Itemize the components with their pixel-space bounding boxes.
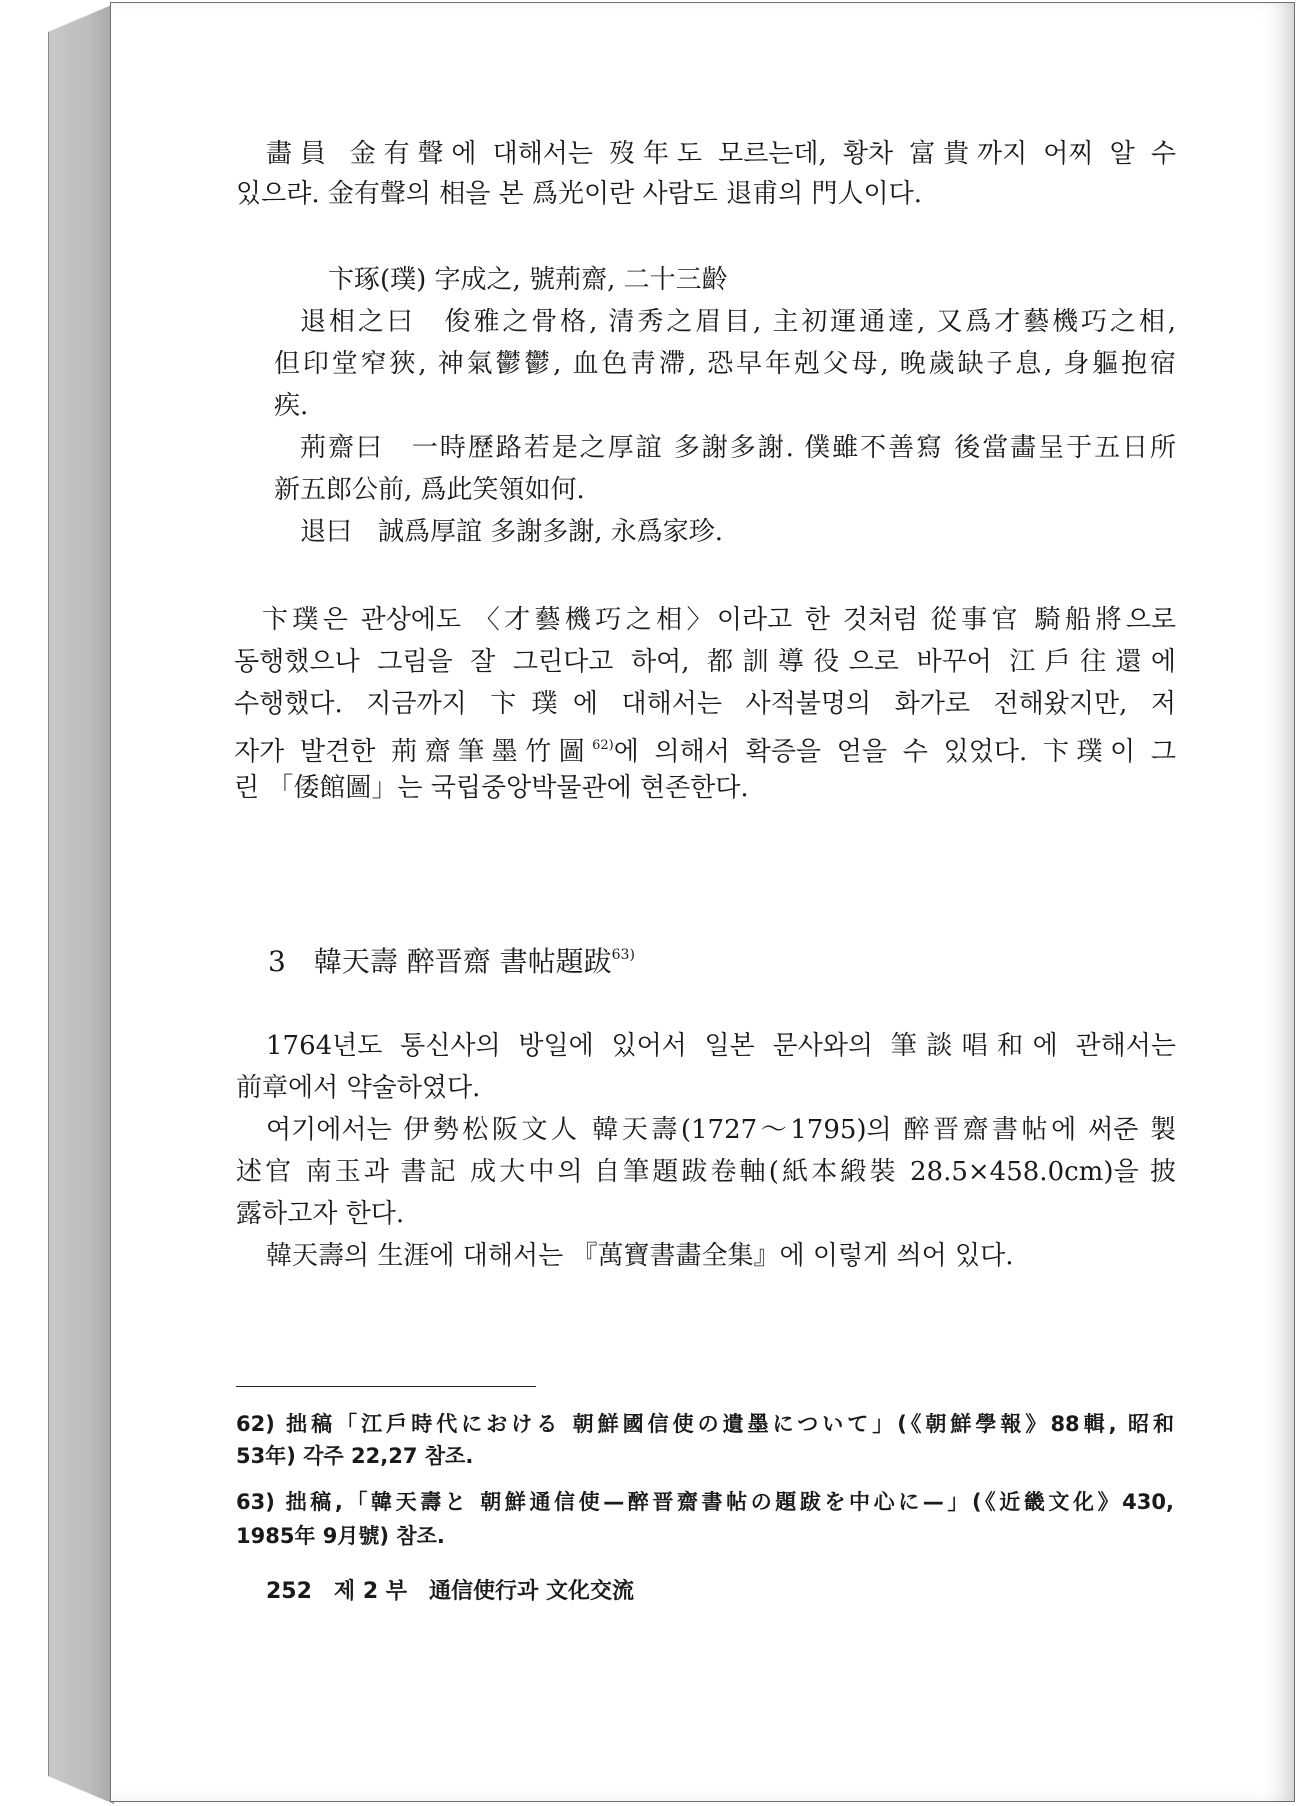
footnote-ref-63: 63) [611, 947, 635, 963]
quote-line-6: 新五郎公前, 爲此笑領如何. [274, 475, 585, 505]
footnote-63-line-2: 1985年 9月號) 참조. [236, 1524, 445, 1548]
quote-line-3: 但印堂窄狹, 神氣鬱鬱, 血色靑滯, 恐早年剋父母, 晚歲缺子息, 身軀抱宿 [274, 349, 1176, 379]
quote-line-7: 退曰 誠爲厚誼 多謝多謝, 永爲家珍. [300, 517, 724, 547]
para2-line-3: 수행했다. 지금까지 卞璞에 대해서는 사적불명의 화가로 전해왔지만, 저 [234, 689, 1176, 719]
para3-line-2: 前章에서 약술하였다. [236, 1073, 481, 1103]
quote-line-4: 疾. [274, 391, 309, 421]
para1-line-2: 있으랴. 金有聲의 相을 본 爲光이란 사람도 退甫의 門人이다. [236, 179, 923, 209]
section-heading [268, 940, 635, 980]
para1-line-1: 畵員 金有聲에 대해서는 歿年도 모르는데, 황차 富貴까지 어찌 알 수 [266, 139, 1176, 169]
quote-line-5: 荊齋曰 一時歷路若是之厚誼 多謝多謝. 僕雖不善寫 後當畵呈于五日所 [300, 433, 1176, 463]
para3-line-6: 韓天壽의 生涯에 대해서는 『萬寶書畵全集』에 이렇게 씌어 있다. [266, 1241, 1014, 1271]
para3-line-1: 1764년도 통신사의 방일에 있어서 일본 문사와의 筆談唱和에 관해서는 [266, 1031, 1176, 1061]
footnote-rule [236, 1386, 536, 1387]
footnote-62-line-1: 62) 拙稿「江戶時代における 朝鮮國信使の遺墨について」(《朝鮮學報》88輯, 昭和 [236, 1412, 1174, 1436]
footnote-63-line-1: 63) 拙稿,「韓天壽と 朝鮮通信使—醉晋齋書帖の題跋を中心に—」(《近畿文化》430, [236, 1490, 1174, 1514]
quote-line-2: 退相之曰 俊雅之骨格, 清秀之眉目, 主初運通達, 又爲才藝機巧之相, [300, 307, 1176, 337]
para2-line-4-text: 자가 발견한 荊齋筆墨竹圖 [234, 737, 593, 767]
footnote-ref-62: 62) [592, 738, 614, 753]
para2-line-2: 동행했으나 그림을 잘 그린다고 하여, 都訓導役으로 바꾸어 江戶往還에 [234, 647, 1176, 677]
section-heading-text: 3 韓天壽 醉晋齋 書帖題跋 [268, 945, 612, 978]
para3-line-5: 露하고자 한다. [236, 1199, 405, 1229]
page-footer: 252 제 2 부 通信使行과 文化交流 [266, 1579, 634, 1604]
para2-line-4-text-cont: 에 의해서 확증을 얻을 수 있었다. 卞璞이 그 [613, 737, 1176, 767]
para2-line-1: 卞璞은 관상에도 〈才藝機巧之相〉이라고 한 것처럼 從事官 騎船將으로 [262, 605, 1176, 635]
para2-line-5: 린 「倭館圖」는 국립중앙박물관에 현존한다. [234, 773, 749, 803]
book-spine [48, 4, 114, 1804]
para3-line-3: 여기에서는 伊勢松阪文人 韓天壽(1727～1795)의 醉晋齋書帖에 써준 製 [266, 1115, 1176, 1145]
footnote-62-line-2: 53年) 각주 22,27 참조. [236, 1444, 474, 1468]
quote-line-1: 卞琢(璞) 字成之, 號荊齋, 二十三齡 [328, 265, 728, 295]
para2-line-4 [234, 730, 1176, 768]
para3-line-4: 述官 南玉과 書記 成大中의 自筆題跋卷軸(紙本緞裝 28.5×458.0cm)을 披 [236, 1157, 1176, 1187]
